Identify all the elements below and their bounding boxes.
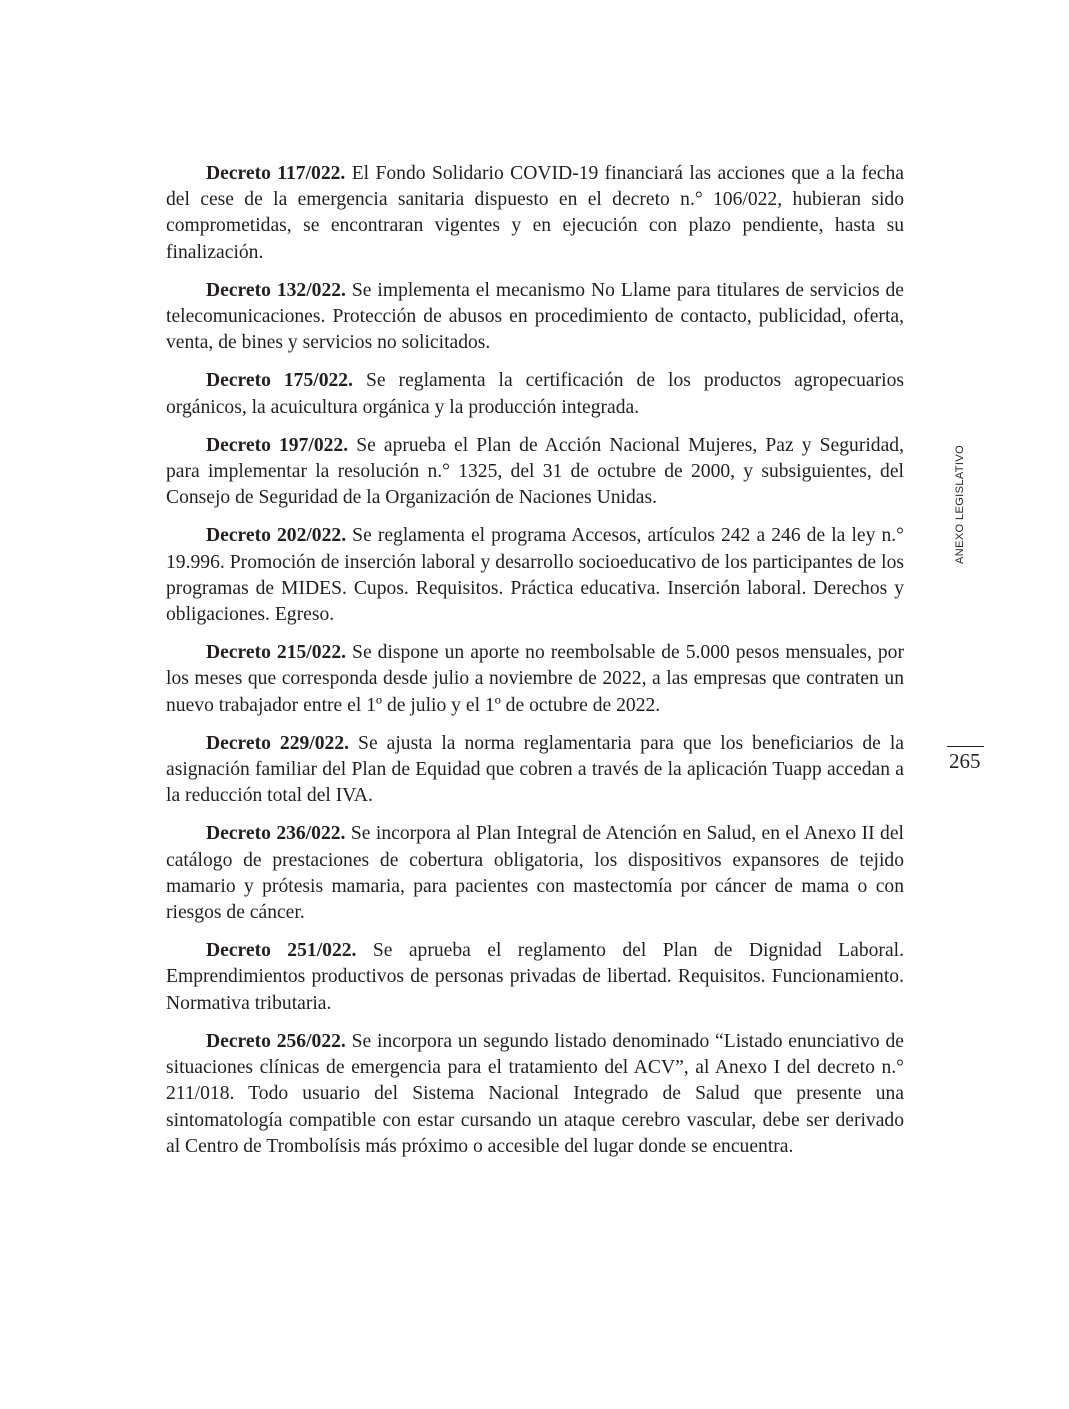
decree-text: El Fondo Solidario COVID-19 financiará las acciones que a la fecha del cese de la emergencia sanitaria dispuesto en el decreto n.° 106/022, hubieran sido comprometidas, se encontraran vigentes y en ejecución con plazo pendiente, hasta su finalización. (166, 163, 904, 263)
document-body (166, 161, 904, 1172)
decree-number: Decreto 215/022. (206, 642, 347, 664)
decree-number: Decreto 251/022. (206, 940, 357, 962)
decree-paragraph-202 (166, 523, 904, 628)
decree-paragraph-236 (166, 821, 904, 926)
decree-number: Decreto 175/022. (206, 370, 354, 392)
decree-paragraph-197 (166, 433, 904, 512)
decree-text: Se aprueba el reglamento del Plan de Dignidad Laboral. Emprendimientos productivos de personas privadas de libertad. Requisitos. Funcionamiento. Normativa tributaria. (166, 940, 904, 1014)
decree-text: Se dispone un aporte no reembolsable de 5.000 pesos mensuales, por los meses que corresponda desde julio a noviembre de 2022, a las empresas que contraten un nuevo trabajador entre el 1º de julio y el 1º de octubre de 2022. (166, 642, 904, 716)
section-side-label: ANEXO LEGISLATIVO (954, 444, 966, 564)
decree-paragraph-229 (166, 731, 904, 810)
decree-text: Se incorpora un segundo listado denominado “Listado enunciativo de situaciones clínicas de emergencia para el tratamiento del ACV”, al Anexo I del decreto n.° 211/018. Todo usuario del Sistema Nacional Integrado de Salud que presente una sintomatología compatible con estar cursando un ataque cerebro vascular, debe ser derivado al Centro de Trombolísis más próximo o accesible del lugar donde se encuentra. (166, 1030, 904, 1157)
decree-number: Decreto 256/022. (206, 1030, 346, 1052)
decree-text: Se reglamenta la certificación de los productos agropecuarios orgánicos, la acuicultura orgánica y la producción integrada. (166, 370, 904, 418)
decree-number: Decreto 202/022. (206, 525, 347, 547)
decree-text: Se aprueba el Plan de Acción Nacional Mujeres, Paz y Seguridad, para implementar la resolución n.° 1325, del 31 de octubre de 2000, y subsiguientes, del Consejo de Seguridad de la Organización de Naciones Unidas. (166, 434, 904, 509)
decree-text: Se ajusta la norma reglamentaria para que los beneficiarios de la asignación familiar del Plan de Equidad que cobren a través de la aplicación Tuapp accedan a la reducción total del IVA. (166, 732, 904, 807)
decree-number: Decreto 197/022. (206, 434, 349, 456)
decree-text: Se implementa el mecanismo No Llame para titulares de servicios de telecomunicaciones. Protección de abusos en procedimiento de contacto, publicidad, oferta, venta, de bines y servicios no solicitados. (166, 279, 904, 354)
decree-number: Decreto 229/022. (206, 732, 350, 754)
page-number: 265 (949, 749, 981, 773)
decree-paragraph-215 (166, 640, 904, 719)
decree-paragraph-132 (166, 278, 904, 357)
decree-number: Decreto 236/022. (206, 823, 346, 845)
decree-text: Se incorpora al Plan Integral de Atención en Salud, en el Anexo II del catálogo de prestaciones de cobertura obligatoria, los dispositivos expansores de tejido mamario y prótesis mamaria, para pacientes con mastectomía por cáncer de mama o con riesgos de cáncer. (166, 823, 904, 924)
decree-number: Decreto 132/022. (206, 279, 346, 301)
decree-paragraph-256 (166, 1029, 904, 1160)
decree-text: Se reglamenta el programa Accesos, artículos 242 a 246 de la ley n.° 19.996. Promoción de inserción laboral y desarrollo socioeducativo de los participantes de los programas de MIDES. Cupos. Requisitos. Práctica educativa. Inserción laboral. Derechos y obligaciones. Egreso. (166, 525, 904, 626)
decree-number: Decreto 117/022. (206, 163, 346, 184)
decree-paragraph-117 (166, 161, 904, 266)
decree-paragraph-175 (166, 368, 904, 420)
decree-paragraph-251 (166, 938, 904, 1017)
page-number-rule (947, 746, 984, 747)
